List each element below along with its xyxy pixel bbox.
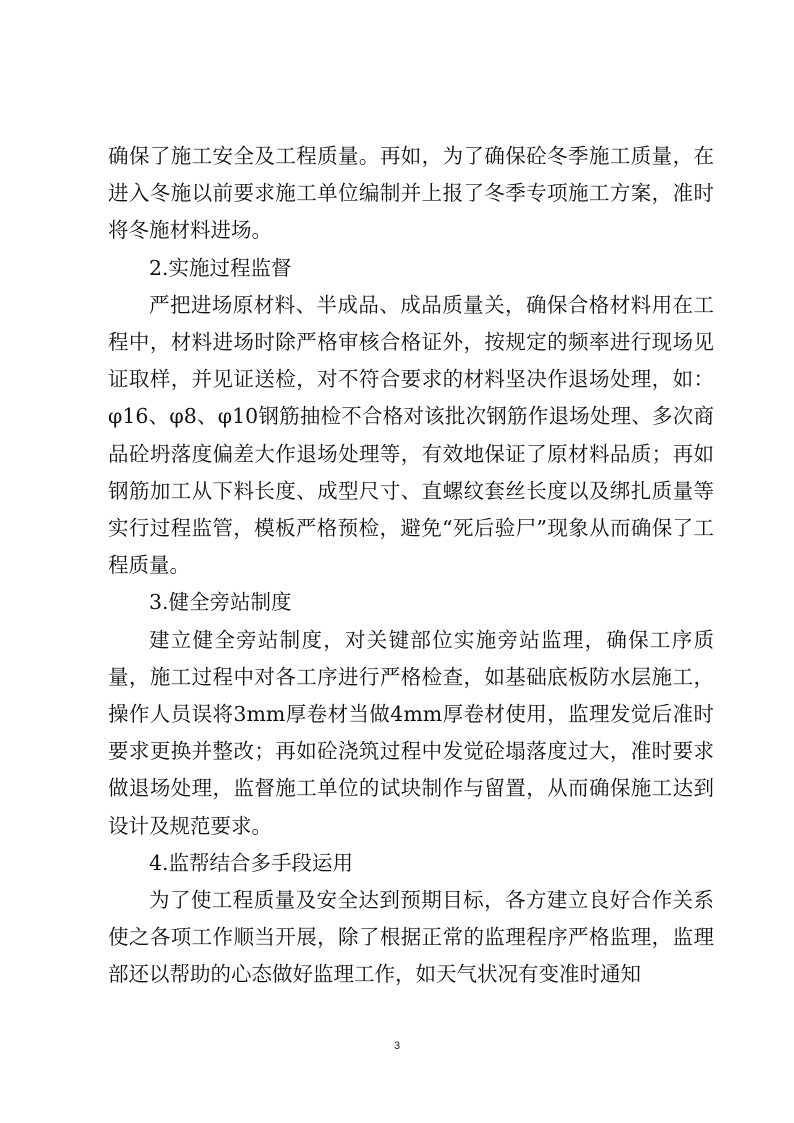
paragraph-process-supervision: 严把进场原材料、半成品、成品质量关，确保合格材料用在工程中，材料进场时除严格审核合格证外，按规定的频率进行现场见证取样，并见证送检，对不符合要求的材料坚决作退场处理，如：φ16、φ8、φ10钢筋抽检不合格对该批次钢筋作退场处理、多次商品砼坍落度偏差大作退场处理等，有效地保证了原材料品质；再如钢筋加工从下料长度、成型尺寸、直螺纹套丝长度以及绑扎质量等实行过程监管，模板严格预检，避免“死后验尸”现象从而确保了工程质量。: [108, 292, 714, 578]
paragraph-combined-methods: 为了使工程质量及安全达到预期目标，各方建立良好合作关系使之各项工作顺当开展，除了根据正常的监理程序严格监理，监理部还以帮助的心态做好监理工作，如天气状况有变准时通知: [108, 888, 714, 987]
body-text: [108, 138, 714, 994]
paragraph-continuation: 确保了施工安全及工程质量。再如，为了确保砼冬季施工质量，在进入冬施以前要求施工单位编制并上报了冬季专项施工方案，准时将冬施材料进场。: [108, 144, 714, 243]
paragraph-side-station: 建立健全旁站制度，对关键部位实施旁站监理，确保工序质量，施工过程中对各工序进行严格检查，如基础底板防水层施工，操作人员误将3mm厚卷材当做4mm厚卷材使用，监理发觉后准时要求更换并整改；再如砼浇筑过程中发觉砼塌落度过大，准时要求做退场处理，监督施工单位的试块制作与留置，从而确保施工达到设计及规范要求。: [108, 627, 714, 838]
section-heading-2: 2.实施过程监督: [149, 255, 292, 280]
section-heading-3: 3.健全旁站制度: [149, 590, 292, 615]
page-number: 3: [393, 1040, 401, 1052]
section-heading-4: 4.监帮结合多手段运用: [149, 850, 354, 875]
